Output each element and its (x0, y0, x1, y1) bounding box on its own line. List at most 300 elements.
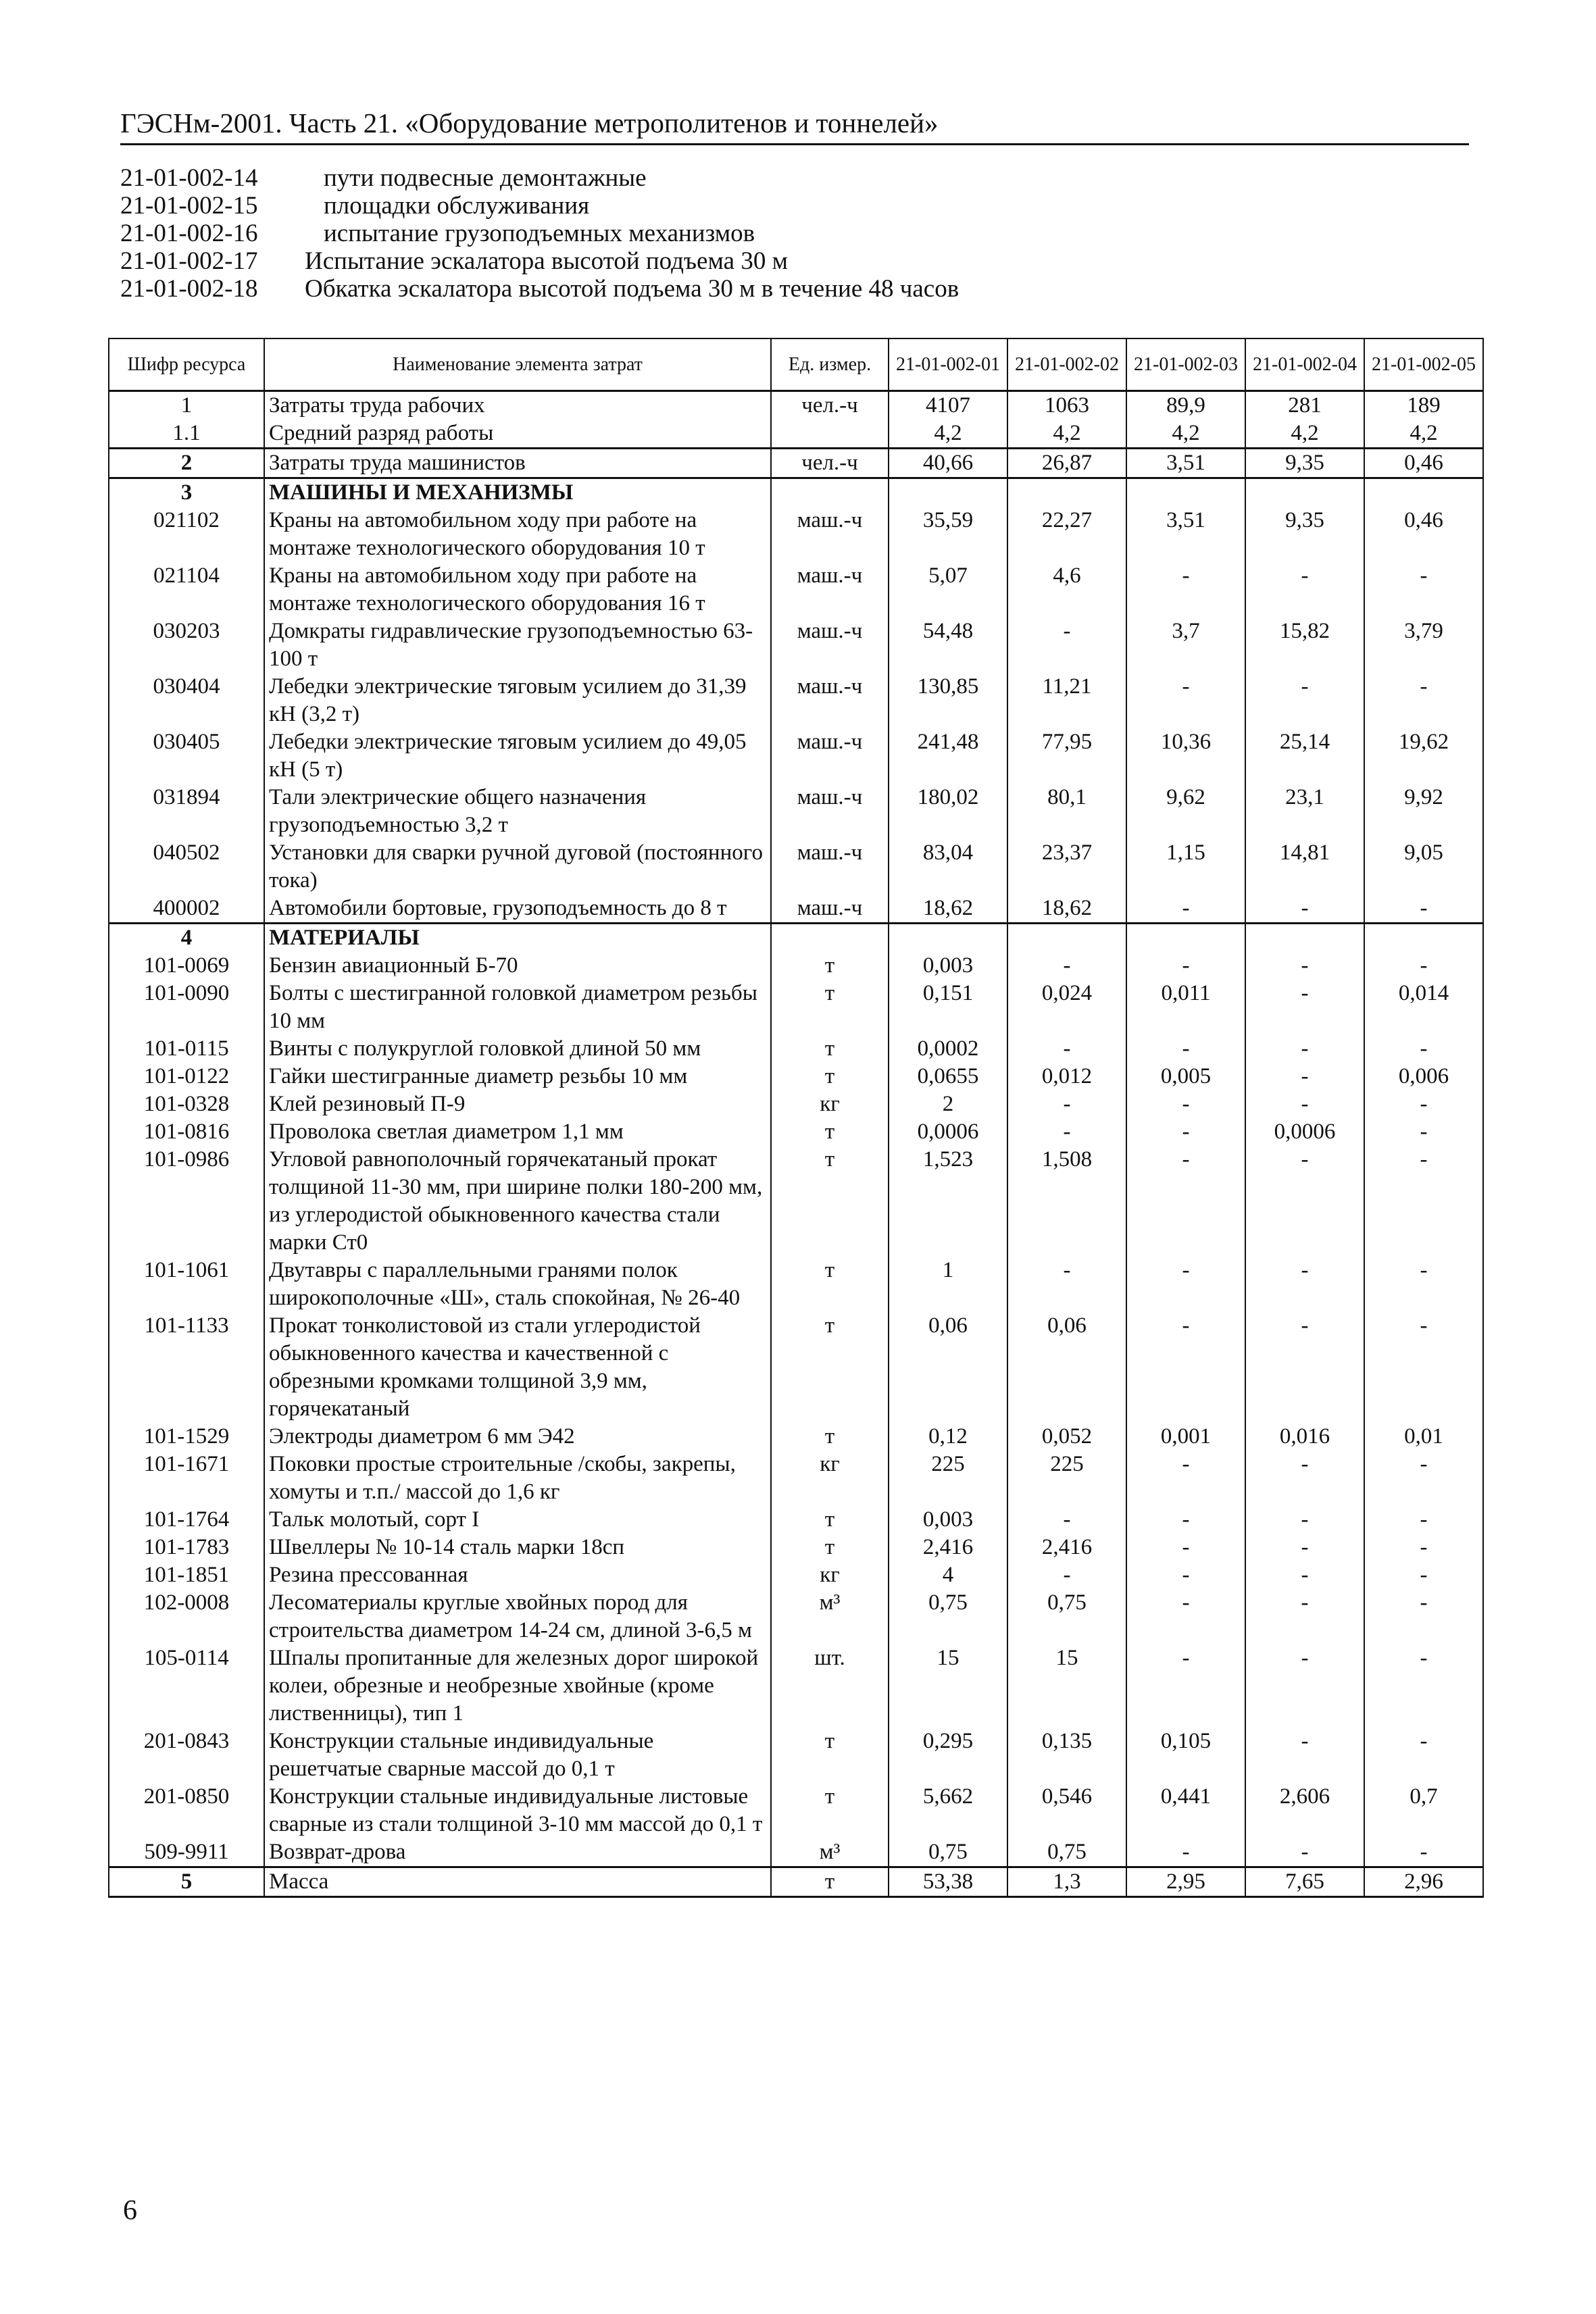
resource-code: 101-1671 (109, 1451, 264, 1506)
resource-value: 89,9 (1126, 391, 1245, 420)
page-number: 6 (123, 2195, 137, 2226)
resource-unit: т (771, 1728, 889, 1783)
code-list-desc: пути подвесные демонтажные (324, 164, 647, 192)
resource-value: 0,7 (1364, 1783, 1483, 1838)
resource-value: 5,07 (889, 562, 1007, 618)
resource-value: 0,46 (1364, 507, 1483, 562)
code-list-desc: Обкатка эскалатора высотой подъема 30 м в течение 48 часов (305, 275, 959, 303)
resource-value: - (1245, 952, 1364, 980)
resource-value (1126, 478, 1245, 507)
resource-code: 1.1 (109, 420, 264, 449)
resource-value: 9,05 (1364, 839, 1483, 895)
resource-value: 40,66 (889, 449, 1007, 478)
resource-table (108, 338, 1484, 1898)
resource-unit (771, 478, 889, 507)
table-row (109, 952, 1483, 980)
resource-value: 0,06 (1007, 1312, 1126, 1423)
resource-value: 0,75 (889, 1589, 1007, 1644)
resource-code: 101-1133 (109, 1312, 264, 1423)
resource-unit: маш.-ч (771, 895, 889, 924)
resource-value: 0,06 (889, 1312, 1007, 1423)
resource-value: - (1245, 1090, 1364, 1118)
table-row (109, 1090, 1483, 1118)
resource-value: - (1364, 1090, 1483, 1118)
resource-value: 4107 (889, 391, 1007, 420)
resource-value: 15 (1007, 1644, 1126, 1728)
resource-code: 030405 (109, 728, 264, 784)
table-row (109, 839, 1483, 895)
resource-code: 021104 (109, 562, 264, 618)
table-row (109, 1506, 1483, 1534)
resource-code: 4 (109, 924, 264, 953)
resource-value: - (1364, 1838, 1483, 1867)
resource-value: 281 (1245, 391, 1364, 420)
resource-code: 201-0850 (109, 1783, 264, 1838)
resource-value: - (1126, 1838, 1245, 1867)
resource-value: 1,508 (1007, 1146, 1126, 1257)
code-list (120, 164, 959, 303)
resource-value: 130,85 (889, 673, 1007, 728)
resource-code: 031894 (109, 784, 264, 839)
resource-unit: маш.-ч (771, 728, 889, 784)
resource-unit: маш.-ч (771, 784, 889, 839)
resource-code: 101-0122 (109, 1063, 264, 1090)
resource-name: Лебедки электрические тяговым усилием до 49,05 кН (5 т) (264, 728, 771, 784)
resource-value: - (1126, 895, 1245, 924)
table-row (109, 1728, 1483, 1783)
resource-unit: чел.-ч (771, 391, 889, 420)
resource-value: 2,606 (1245, 1783, 1364, 1838)
resource-value: 9,92 (1364, 784, 1483, 839)
resource-name: Двутавры с параллельными гранями полок широкополочные «Ш», сталь спокойная, № 26-40 (264, 1257, 771, 1312)
resource-value: 9,35 (1245, 449, 1364, 478)
table-row (109, 1035, 1483, 1063)
resource-code: 101-1529 (109, 1423, 264, 1451)
resource-name: Винты с полукруглой головкой длиной 50 мм (264, 1035, 771, 1063)
resource-value: 2,416 (1007, 1534, 1126, 1561)
resource-value: - (1245, 895, 1364, 924)
resource-value: 0,003 (889, 952, 1007, 980)
resource-name: Установки для сварки ручной дуговой (постоянного тока) (264, 839, 771, 895)
table-row (109, 1146, 1483, 1257)
resource-value: - (1364, 1451, 1483, 1506)
resource-code: 1 (109, 391, 264, 420)
resource-name: Затраты труда рабочих (264, 391, 771, 420)
resource-value: - (1007, 1561, 1126, 1589)
resource-value: 4,2 (1007, 420, 1126, 449)
resource-unit: кг (771, 1451, 889, 1506)
resource-name: Средний разряд работы (264, 420, 771, 449)
resource-value: 23,37 (1007, 839, 1126, 895)
resource-value: - (1245, 1534, 1364, 1561)
resource-value: 3,79 (1364, 618, 1483, 673)
resource-value: - (1245, 1644, 1364, 1728)
resource-value: 0,0006 (1245, 1118, 1364, 1146)
resource-unit: маш.-ч (771, 507, 889, 562)
table-row (109, 1118, 1483, 1146)
resource-value: 0,12 (889, 1423, 1007, 1451)
resource-code: 101-1851 (109, 1561, 264, 1589)
resource-unit: чел.-ч (771, 449, 889, 478)
resource-value: - (1007, 952, 1126, 980)
resource-value: 2 (889, 1090, 1007, 1118)
resource-value: 1,523 (889, 1146, 1007, 1257)
resource-value: 5,662 (889, 1783, 1007, 1838)
resource-unit: т (771, 1035, 889, 1063)
resource-value: - (1245, 1035, 1364, 1063)
resource-name: Затраты труда машинистов (264, 449, 771, 478)
resource-value: - (1245, 1146, 1364, 1257)
resource-value: 4,2 (1245, 420, 1364, 449)
resource-value: 1063 (1007, 391, 1126, 420)
resource-name: Резина прессованная (264, 1561, 771, 1589)
resource-name: Гайки шестигранные диаметр резьбы 10 мм (264, 1063, 771, 1090)
header-cell: 21-01-002-01 (889, 338, 1007, 391)
resource-value: - (1245, 1312, 1364, 1423)
resource-value: 0,003 (889, 1506, 1007, 1534)
resource-value: - (1126, 1506, 1245, 1534)
resource-code: 2 (109, 449, 264, 478)
table-row (109, 1838, 1483, 1867)
code-list-code: 21-01-002-15 (120, 192, 258, 220)
header-cell: Наименование элемента затрат (264, 338, 771, 391)
resource-code: 021102 (109, 507, 264, 562)
code-list-code: 21-01-002-16 (120, 220, 258, 247)
resource-value: 0,0006 (889, 1118, 1007, 1146)
resource-unit: маш.-ч (771, 562, 889, 618)
resource-value: 2,95 (1126, 1867, 1245, 1897)
resource-code: 400002 (109, 895, 264, 924)
resource-value: 225 (1007, 1451, 1126, 1506)
resource-value: - (1126, 1561, 1245, 1589)
resource-unit: шт. (771, 1644, 889, 1728)
resource-value: 0,441 (1126, 1783, 1245, 1838)
resource-value: - (1364, 1644, 1483, 1728)
resource-value: 225 (889, 1451, 1007, 1506)
table-row (109, 1783, 1483, 1838)
table-row (109, 784, 1483, 839)
resource-value: - (1364, 1312, 1483, 1423)
resource-value: 3,51 (1126, 449, 1245, 478)
resource-value: - (1126, 673, 1245, 728)
resource-value: 25,14 (1245, 728, 1364, 784)
table-row (109, 1063, 1483, 1090)
resource-value: 9,35 (1245, 507, 1364, 562)
resource-value: - (1364, 1146, 1483, 1257)
header-cell: 21-01-002-04 (1245, 338, 1364, 391)
resource-code: 101-1783 (109, 1534, 264, 1561)
resource-value: - (1245, 1838, 1364, 1867)
resource-value: 0,151 (889, 980, 1007, 1035)
code-list-code: 21-01-002-18 (120, 275, 258, 303)
resource-value: - (1245, 1257, 1364, 1312)
resource-value: 10,36 (1126, 728, 1245, 784)
resource-value: 0,75 (1007, 1589, 1126, 1644)
resource-value: - (1126, 1257, 1245, 1312)
resource-value: - (1126, 1146, 1245, 1257)
table-row (109, 420, 1483, 449)
resource-code: 102-0008 (109, 1589, 264, 1644)
resource-value (1245, 478, 1364, 507)
resource-value: 0,014 (1364, 980, 1483, 1035)
resource-value: - (1007, 1035, 1126, 1063)
table-row (109, 895, 1483, 924)
resource-code: 101-0816 (109, 1118, 264, 1146)
table-row (109, 478, 1483, 507)
resource-value: 0,016 (1245, 1423, 1364, 1451)
resource-value: - (1007, 1257, 1126, 1312)
resource-value: 0,46 (1364, 449, 1483, 478)
resource-unit: т (771, 1534, 889, 1561)
code-list-item (120, 275, 959, 303)
resource-code: 101-0328 (109, 1090, 264, 1118)
resource-value: 18,62 (889, 895, 1007, 924)
resource-value: - (1007, 1118, 1126, 1146)
resource-code: 201-0843 (109, 1728, 264, 1783)
resource-unit: т (771, 1146, 889, 1257)
table-row (109, 1561, 1483, 1589)
resource-value: 2,96 (1364, 1867, 1483, 1897)
resource-value: 0,0655 (889, 1063, 1007, 1090)
resource-value: 53,38 (889, 1867, 1007, 1897)
resource-value: 0,01 (1364, 1423, 1483, 1451)
resource-name: Лебедки электрические тяговым усилием до 31,39 кН (3,2 т) (264, 673, 771, 728)
resource-name: Конструкции стальные индивидуальные листовые сварные из стали толщиной 3-10 мм массой до 0,1 т (264, 1783, 771, 1838)
table-row (109, 562, 1483, 618)
resource-value (1007, 478, 1126, 507)
resource-code: 509-9911 (109, 1838, 264, 1867)
resource-name: Электроды диаметром 6 мм Э42 (264, 1423, 771, 1451)
resource-value: 22,27 (1007, 507, 1126, 562)
resource-value: 23,1 (1245, 784, 1364, 839)
resource-unit: т (771, 1506, 889, 1534)
resource-value: 0,135 (1007, 1728, 1126, 1783)
resource-value: 1,15 (1126, 839, 1245, 895)
resource-value: 3,7 (1126, 618, 1245, 673)
resource-code: 5 (109, 1867, 264, 1897)
resource-value: 1 (889, 1257, 1007, 1312)
resource-name: Конструкции стальные индивидуальные решетчатые сварные массой до 0,1 т (264, 1728, 771, 1783)
resource-name: Шпалы пропитанные для железных дорог широкой колеи, обрезные и необрезные хвойные (кроме лиственницы), тип 1 (264, 1644, 771, 1728)
resource-value: - (1364, 952, 1483, 980)
resource-value: - (1245, 1589, 1364, 1644)
resource-value: - (1007, 618, 1126, 673)
resource-unit: кг (771, 1561, 889, 1589)
resource-unit (771, 420, 889, 449)
resource-name: Возврат-дрова (264, 1838, 771, 1867)
table-row (109, 391, 1483, 420)
resource-value: - (1245, 1451, 1364, 1506)
table-row (109, 449, 1483, 478)
resource-value: - (1364, 1561, 1483, 1589)
table-row (109, 1589, 1483, 1644)
resource-value: 83,04 (889, 839, 1007, 895)
resource-unit: т (771, 952, 889, 980)
header-cell: 21-01-002-02 (1007, 338, 1126, 391)
code-list-desc: площадки обслуживания (324, 192, 590, 220)
resource-value (889, 478, 1007, 507)
resource-value: - (1007, 1506, 1126, 1534)
resource-value: 0,75 (889, 1838, 1007, 1867)
resource-code: 105-0114 (109, 1644, 264, 1728)
resource-unit: т (771, 1783, 889, 1838)
resource-name: Домкраты гидравлические грузоподъемностью 63-100 т (264, 618, 771, 673)
code-list-item (120, 164, 959, 192)
resource-value: 0,105 (1126, 1728, 1245, 1783)
resource-value: - (1245, 1506, 1364, 1534)
resource-value: - (1245, 1561, 1364, 1589)
resource-value: - (1126, 562, 1245, 618)
resource-code: 101-0069 (109, 952, 264, 980)
resource-value: 241,48 (889, 728, 1007, 784)
resource-code: 101-0986 (109, 1146, 264, 1257)
resource-name: Масса (264, 1867, 771, 1897)
resource-value: - (1364, 895, 1483, 924)
resource-value: - (1126, 1090, 1245, 1118)
header-cell: 21-01-002-03 (1126, 338, 1245, 391)
header-cell: 21-01-002-05 (1364, 338, 1483, 391)
table-row (109, 1451, 1483, 1506)
resource-code: 101-0090 (109, 980, 264, 1035)
resource-value: - (1126, 1118, 1245, 1146)
resource-value: 0,75 (1007, 1838, 1126, 1867)
resource-unit: маш.-ч (771, 839, 889, 895)
table-row (109, 1867, 1483, 1897)
resource-value: - (1364, 1728, 1483, 1783)
resource-value: 1,3 (1007, 1867, 1126, 1897)
table-row (109, 728, 1483, 784)
resource-value: - (1126, 1312, 1245, 1423)
resource-value: 35,59 (889, 507, 1007, 562)
resource-value: 2,416 (889, 1534, 1007, 1561)
resource-unit: т (771, 1867, 889, 1897)
resource-value: 80,1 (1007, 784, 1126, 839)
code-list-code: 21-01-002-14 (120, 164, 258, 192)
resource-unit: т (771, 1257, 889, 1312)
resource-name: Клей резиновый П-9 (264, 1090, 771, 1118)
resource-value: 18,62 (1007, 895, 1126, 924)
resource-value: 14,81 (1245, 839, 1364, 895)
resource-name: Лесоматериалы круглые хвойных пород для строительства диаметром 14-24 см, длиной 3-6,5 м (264, 1589, 771, 1644)
resource-unit: кг (771, 1090, 889, 1118)
resource-name: Краны на автомобильном ходу при работе на монтаже технологического оборудования 10 т (264, 507, 771, 562)
table-row (109, 507, 1483, 562)
resource-value: 19,62 (1364, 728, 1483, 784)
table-row (109, 924, 1483, 953)
resource-value: 4 (889, 1561, 1007, 1589)
resource-value: - (1245, 980, 1364, 1035)
resource-value: - (1245, 562, 1364, 618)
resource-unit: т (771, 1312, 889, 1423)
resource-value: 0,001 (1126, 1423, 1245, 1451)
code-list-desc: испытание грузоподъемных механизмов (324, 220, 755, 247)
resource-value: - (1126, 1451, 1245, 1506)
resource-name: Автомобили бортовые, грузоподъемность до 8 т (264, 895, 771, 924)
resource-value: 77,95 (1007, 728, 1126, 784)
resource-value: - (1245, 1063, 1364, 1090)
resource-value: 4,6 (1007, 562, 1126, 618)
resource-value: - (1364, 673, 1483, 728)
code-list-desc: Испытание эскалатора высотой подъема 30 м (305, 247, 788, 275)
resource-value (1126, 924, 1245, 953)
resource-value: 0,295 (889, 1728, 1007, 1783)
header-cell: Шифр ресурса (109, 338, 264, 391)
resource-value (1007, 924, 1126, 953)
resource-value: - (1126, 1035, 1245, 1063)
resource-name: Угловой равнополочный горячекатаный прокат толщиной 11-30 мм, при ширине полки 180-200 мм, из углеродистой обыкновенного качества стали марки Ст0 (264, 1146, 771, 1257)
resource-value: 180,02 (889, 784, 1007, 839)
resource-name: МАШИНЫ И МЕХАНИЗМЫ (264, 478, 771, 507)
resource-value: 0,011 (1126, 980, 1245, 1035)
code-list-item (120, 192, 959, 220)
resource-value: - (1126, 952, 1245, 980)
resource-value: 0,546 (1007, 1783, 1126, 1838)
resource-name: Тали электрические общего назначения грузоподъемностью 3,2 т (264, 784, 771, 839)
table-row (109, 980, 1483, 1035)
resource-value: - (1007, 1090, 1126, 1118)
table-row (109, 1312, 1483, 1423)
resource-value: - (1126, 1589, 1245, 1644)
resource-value: - (1364, 1589, 1483, 1644)
resource-name: Прокат тонколистовой из стали углеродистой обыкновенного качества и качественной с обрезными кромками толщиной 3,9 мм, горячекатаный (264, 1312, 771, 1423)
resource-unit: т (771, 980, 889, 1035)
page-header: ГЭСНм-2001. Часть 21. «Оборудование метрополитенов и тоннелей» (120, 107, 1469, 145)
resource-value: 0,024 (1007, 980, 1126, 1035)
resource-name: Болты с шестигранной головкой диаметром резьбы 10 мм (264, 980, 771, 1035)
resource-name: Тальк молотый, сорт I (264, 1506, 771, 1534)
resource-value: - (1126, 1534, 1245, 1561)
resource-value: 189 (1364, 391, 1483, 420)
resource-value: - (1364, 1506, 1483, 1534)
resource-unit: м³ (771, 1838, 889, 1867)
resource-value (1364, 478, 1483, 507)
resource-unit: т (771, 1118, 889, 1146)
resource-unit: м³ (771, 1589, 889, 1644)
resource-value: 54,48 (889, 618, 1007, 673)
resource-value: - (1364, 1534, 1483, 1561)
resource-value (889, 924, 1007, 953)
code-list-item (120, 220, 959, 247)
header-cell: Ед. измер. (771, 338, 889, 391)
resource-code: 040502 (109, 839, 264, 895)
code-list-item (120, 247, 959, 275)
resource-value: 0,052 (1007, 1423, 1126, 1451)
resource-name: МАТЕРИАЛЫ (264, 924, 771, 953)
resource-value: - (1245, 1728, 1364, 1783)
resource-value: - (1364, 1118, 1483, 1146)
table-row (109, 1644, 1483, 1728)
resource-unit (771, 924, 889, 953)
code-list-code: 21-01-002-17 (120, 247, 258, 275)
resource-value: - (1364, 1035, 1483, 1063)
resource-value: 4,2 (889, 420, 1007, 449)
resource-code: 101-1061 (109, 1257, 264, 1312)
resource-value: 26,87 (1007, 449, 1126, 478)
resource-value (1364, 924, 1483, 953)
resource-value: 4,2 (1126, 420, 1245, 449)
resource-unit: маш.-ч (771, 673, 889, 728)
table-row (109, 673, 1483, 728)
resource-value: - (1364, 562, 1483, 618)
resource-code: 101-0115 (109, 1035, 264, 1063)
table-header-row (109, 338, 1483, 391)
resource-value: 0,0002 (889, 1035, 1007, 1063)
resource-value: - (1364, 1257, 1483, 1312)
resource-value: - (1245, 673, 1364, 728)
table-row (109, 1423, 1483, 1451)
table-row (109, 1534, 1483, 1561)
resource-name: Поковки простые строительные /скобы, закрепы, хомуты и т.п./ массой до 1,6 кг (264, 1451, 771, 1506)
